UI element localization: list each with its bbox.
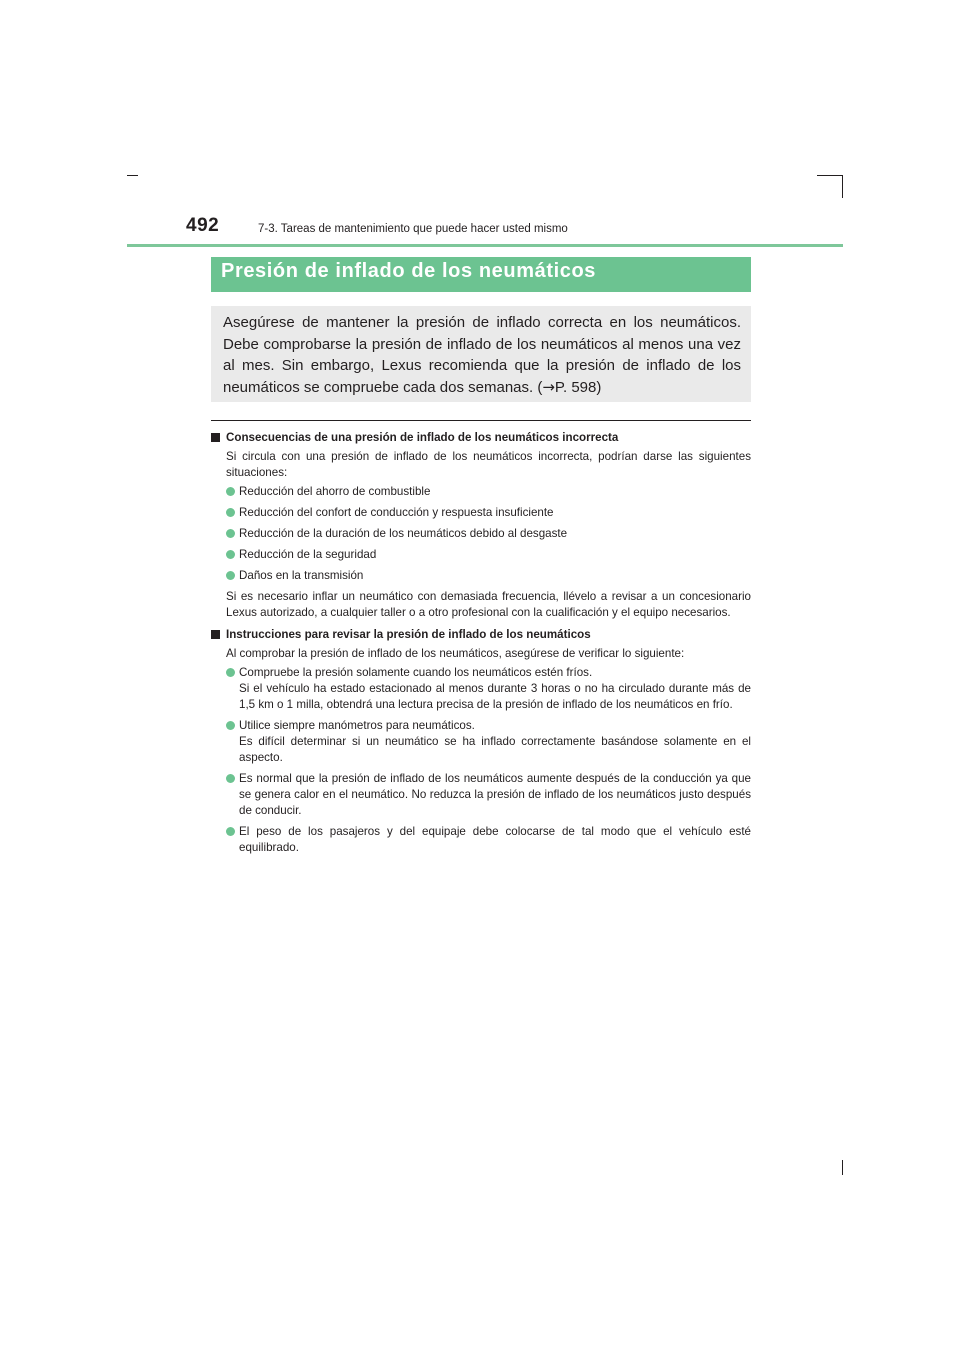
- content: [211, 430, 751, 861]
- bullet-dot-icon: [226, 571, 235, 580]
- list-item: [226, 568, 751, 584]
- list-item: [226, 505, 751, 521]
- bullet-dot-icon: [226, 668, 235, 677]
- bullet-list: [226, 665, 751, 856]
- list-item: [226, 824, 751, 856]
- divider: [211, 420, 751, 421]
- running-head: 7-3. Tareas de mantenimiento que puede hacer usted mismo: [258, 223, 568, 235]
- crop-mark: [842, 1160, 843, 1175]
- square-bullet-icon: [211, 433, 220, 442]
- page-number: 492: [186, 215, 220, 236]
- section-heading: [211, 430, 751, 446]
- list-item-text: Daños en la transmisión: [239, 569, 364, 582]
- bullet-dot-icon: [226, 721, 235, 730]
- section-paragraph: Al comprobar la presión de inflado de los neumáticos, asegúrese de verificar lo siguiente:: [226, 647, 685, 660]
- intro-body: Asegúrese de mantener la presión de inflado correcta en los neumáticos. Debe comprobarse la presión de inflado de los neumáticos al menos una vez al mes. Sin embargo, Lexus recomienda que la presión de inflado de los neumáticos se compruebe cada dos semanas. (: [223, 314, 741, 396]
- intro-text: [223, 312, 741, 398]
- reference-arrow-icon: →: [542, 377, 555, 396]
- list-item: [226, 665, 751, 713]
- section-heading-text: Instrucciones para revisar la presión de inflado de los neumáticos: [226, 628, 591, 641]
- bullet-dot-icon: [226, 508, 235, 517]
- list-item-text: Es normal que la presión de inflado de los neumáticos aumente después de la conducción ya que se genera calor en el neumático. No reduzca la presión de inflado de los neumáticos justo después de conducir.: [239, 772, 751, 817]
- list-item-text: Utilice siempre manómetros para neumáticos.: [239, 719, 475, 732]
- bullet-dot-icon: [226, 774, 235, 783]
- intro-box: [211, 306, 751, 402]
- list-item-detail: Si el vehículo ha estado estacionado al menos durante 3 horas o no ha circulado durante más de 1,5 km o 1 milla, obtendrá una lectura precisa de la presión de inflado de los neumáticos en frío.: [239, 682, 751, 711]
- list-item-text: Compruebe la presión solamente cuando los neumáticos estén fríos.: [239, 666, 593, 679]
- section-paragraph: Si circula con una presión de inflado de los neumáticos incorrecta, podrían darse las siguientes situaciones:: [226, 450, 751, 479]
- list-item-text: Reducción del confort de conducción y respuesta insuficiente: [239, 506, 554, 519]
- bullet-dot-icon: [226, 529, 235, 538]
- square-bullet-icon: [211, 630, 220, 639]
- list-item: [226, 718, 751, 766]
- bullet-dot-icon: [226, 550, 235, 559]
- header-rule: [127, 244, 843, 247]
- list-item-text: Reducción del ahorro de combustible: [239, 485, 431, 498]
- list-item-text: Reducción de la duración de los neumáticos debido al desgaste: [239, 527, 568, 540]
- list-item: [226, 771, 751, 819]
- list-item: [226, 547, 751, 563]
- list-item-text: El peso de los pasajeros y del equipaje debe colocarse de tal modo que el vehículo esté equilibrado.: [239, 825, 751, 854]
- list-item-text: Reducción de la seguridad: [239, 548, 377, 561]
- bullet-list: [226, 484, 751, 584]
- page-reference-link[interactable]: P. 598): [554, 378, 602, 396]
- bullet-dot-icon: [226, 487, 235, 496]
- crop-mark: [127, 175, 138, 176]
- list-item: [226, 526, 751, 542]
- section-closing-paragraph: Si es necesario inflar un neumático con demasiada frecuencia, llévelo a revisar a un concesionario Lexus autorizado, a cualquier taller o a otro profesional con la cualificación y el equipo necesarios.: [226, 590, 751, 619]
- crop-mark: [817, 175, 843, 176]
- list-item-detail: Es difícil determinar si un neumático se ha inflado correctamente basándose solamente en el aspecto.: [239, 735, 751, 764]
- crop-mark: [842, 175, 843, 198]
- section-heading: [211, 627, 751, 643]
- section-title-bar: [211, 257, 751, 292]
- section-title: Presión de inflado de los neumáticos: [221, 260, 597, 282]
- list-item: [226, 484, 751, 500]
- section-heading-text: Consecuencias de una presión de inflado de los neumáticos incorrecta: [226, 431, 619, 444]
- bullet-dot-icon: [226, 827, 235, 836]
